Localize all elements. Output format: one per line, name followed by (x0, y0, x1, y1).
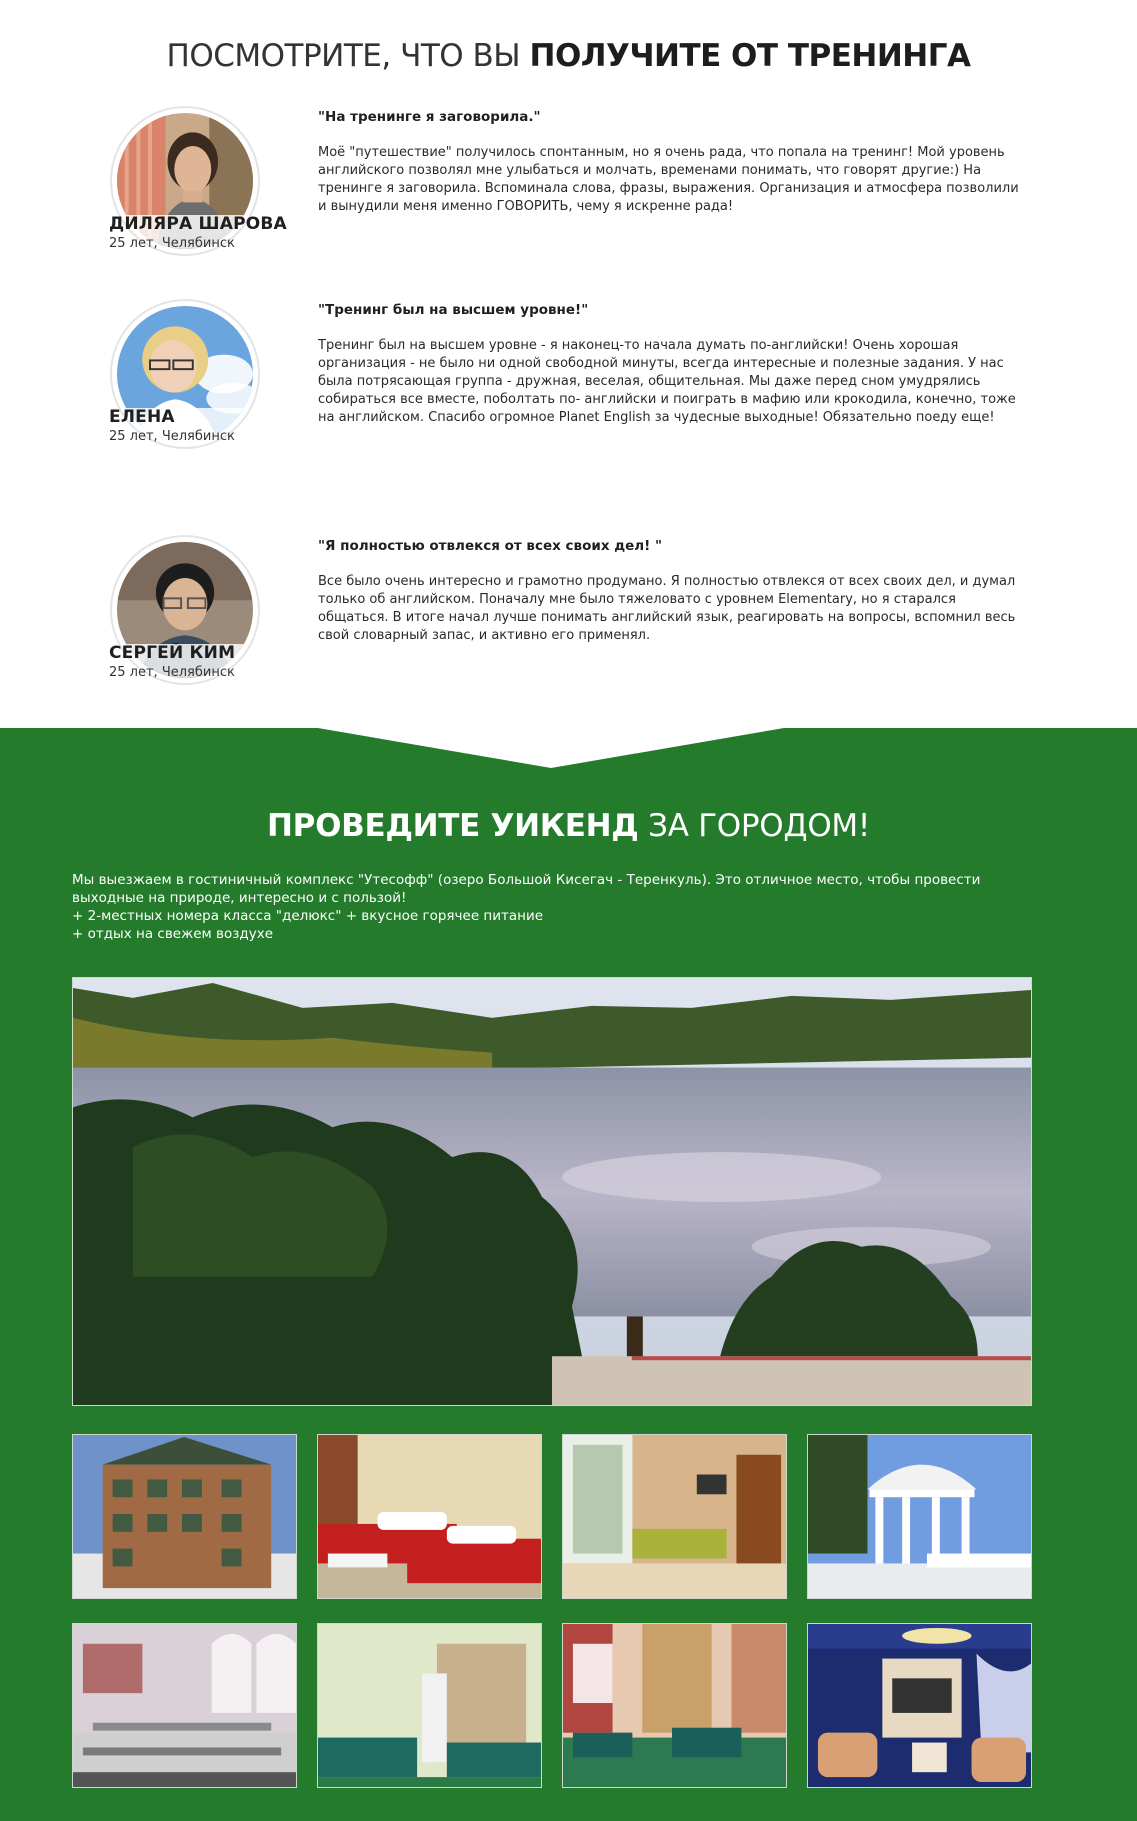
testimonials-section (0, 0, 1137, 728)
title-bold-part: ПОЛУЧИТЕ ОТ ТРЕНИНГА (529, 38, 971, 74)
intro-line: Мы выезжаем в гостиничный комплекс "Утесофф" (озеро Большой Кисегач - Теренкуль). Это отличное место, чтобы провести выходные на природе, интересно и с пользой! (72, 872, 981, 906)
testimonial-text: Тренинг был на высшем уровне - я наконец-то начала думать по-английски! Очень хорошая организация - не было ни одной свободной минуты, всегда интересные и полезные задания. У нас была потрясающая группа - дружная, веселая, общительная. Мы даже перед сном умудрялись собираться все вместе, поболтать по- английски и поиграть в мафию или крокодила, конечно, тоже на английском. Спасибо огромное Planet English за чудесные выходные! Обязательно поеду еще! (318, 338, 1016, 425)
testimonial-quote: "Я полностью отвлекся от всех своих дел! " (318, 538, 663, 554)
section-title-results (0, 38, 1137, 74)
testimonial-quote: "На тренинге я заговорила." (318, 109, 541, 125)
section-title-weekend (0, 808, 1137, 844)
hotel-photo-bedroom[interactable] (317, 1434, 542, 1599)
testimonial-meta: 25 лет, Челябинск (109, 236, 235, 251)
title-light-part: ПОСМОТРИТЕ, ЧТО ВЫ (166, 38, 530, 74)
testimonial-name: СЕРГЕЙ КИМ (109, 643, 236, 663)
hotel-photo-restaurant[interactable] (562, 1623, 787, 1788)
hotel-photo-suite[interactable] (562, 1434, 787, 1599)
lake-photo (72, 977, 1032, 1406)
hotel-photo-building[interactable] (72, 1434, 297, 1599)
testimonial-meta: 25 лет, Челябинск (109, 665, 235, 680)
testimonial-name: ДИЛЯРА ШАРОВА (109, 214, 287, 234)
testimonial-text: Все было очень интересно и грамотно продумано. Я полностью отвлекся от всех своих дел, и думал только об английском. Поначалу мне было тяжеловато с уровнем Elementary, но я старался общаться. В итоге начал лучше понимать английский язык, реагировать на вопросы, вспомнил весь свой словарный запас, и активно его применял. (318, 574, 1016, 643)
hotel-photo-cafe[interactable] (317, 1623, 542, 1788)
title-light-part: ЗА ГОРОДОМ! (638, 808, 870, 844)
title-bold-part: ПРОВЕДИТЕ УИКЕНД (267, 808, 639, 844)
section-divider-notch (0, 727, 1137, 771)
testimonial-meta: 25 лет, Челябинск (109, 429, 235, 444)
hotel-photo-dining-hall[interactable] (72, 1623, 297, 1788)
hotel-photo-rotunda[interactable] (807, 1434, 1032, 1599)
hotel-photo-lounge[interactable] (807, 1623, 1032, 1788)
testimonial-quote: "Тренинг был на высшем уровне!" (318, 302, 589, 318)
intro-line: + отдых на свежем воздухе (72, 926, 274, 942)
intro-line: + 2-местных номера класса "делюкс" + вкусное горячее питание (72, 908, 544, 924)
testimonial-name: ЕЛЕНА (109, 407, 175, 427)
weekend-intro (72, 871, 1002, 943)
testimonial-text: Моё "путешествие" получилось спонтанным, но я очень рада, что попала на тренинг! Мой уровень английского позволял мне улыбаться и молчать, временами понимать, что говорят другие:) На тренинге я заговорила. Вспоминала слова, фразы, выражения. Организация и атмосфера позволили и вынудили меня именно ГОВОРИТЬ, чему я искренне рада! (318, 145, 1019, 214)
